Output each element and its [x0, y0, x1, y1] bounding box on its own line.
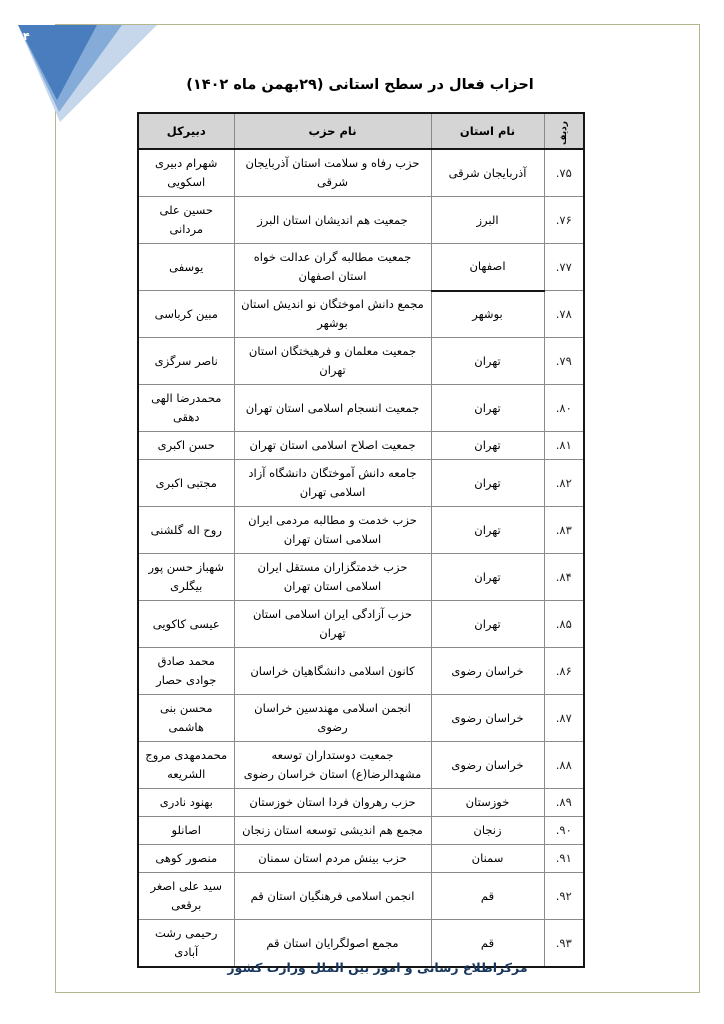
party-cell: جمعیت معلمان و فرهیختگان استان تهران: [234, 338, 431, 385]
secretary-cell: محمدمهدی مروج الشریعه: [138, 742, 234, 789]
secretary-cell: سید علی اصغر برقعی: [138, 873, 234, 920]
province-cell: تهران: [431, 338, 544, 385]
province-cell: زنجان: [431, 817, 544, 845]
rank-cell: ۸۲.: [544, 460, 584, 507]
province-cell: قم: [431, 920, 544, 968]
table-row: [138, 601, 584, 648]
column-header-province: نام استان: [431, 113, 544, 149]
party-cell: حزب رفاه و سلامت استان آذربایجان شرقی: [234, 149, 431, 197]
table-header-row: [138, 113, 584, 149]
party-cell: جمعیت انسجام اسلامی استان تهران: [234, 385, 431, 432]
party-cell: مجمع هم اندیشی توسعه استان زنجان: [234, 817, 431, 845]
table-row: [138, 291, 584, 338]
party-cell: حزب خدمتگزاران مستقل ایران اسلامی استان تهران: [234, 554, 431, 601]
province-cell: تهران: [431, 460, 544, 507]
secretary-cell: بهنود نادری: [138, 789, 234, 817]
table-row: [138, 817, 584, 845]
secretary-cell: مجتبی اکبری: [138, 460, 234, 507]
rank-cell: ۷۸.: [544, 291, 584, 338]
table-row: [138, 648, 584, 695]
secretary-cell: حسن اکبری: [138, 432, 234, 460]
party-cell: حزب رهروان فردا استان خوزستان: [234, 789, 431, 817]
party-cell: کانون اسلامی دانشگاهیان خراسان: [234, 648, 431, 695]
table-row: [138, 244, 584, 291]
table-row: [138, 554, 584, 601]
province-cell: خوزستان: [431, 789, 544, 817]
column-header-secretary: دبیرکل: [138, 113, 234, 149]
document-footer: مرکزاطلاع رسانی و امور بین الملل وزارت کشور: [227, 960, 528, 975]
rank-cell: ۹۲.: [544, 873, 584, 920]
secretary-cell: شهرام دبیری اسکویی: [138, 149, 234, 197]
province-cell: آذربایجان شرقی: [431, 149, 544, 197]
province-cell: البرز: [431, 197, 544, 244]
secretary-cell: منصور کوهی: [138, 845, 234, 873]
party-cell: جمعیت هم اندیشان استان البرز: [234, 197, 431, 244]
province-cell: تهران: [431, 507, 544, 554]
rank-cell: ۷۷.: [544, 244, 584, 291]
secretary-cell: حسین علی مردانی: [138, 197, 234, 244]
province-cell: اصفهان: [431, 244, 544, 291]
province-cell: قم: [431, 873, 544, 920]
table-row: [138, 873, 584, 920]
rank-cell: ۹۰.: [544, 817, 584, 845]
rank-cell: ۷۶.: [544, 197, 584, 244]
secretary-cell: مبین کرباسی: [138, 291, 234, 338]
secretary-cell: محمد صادق جوادی حصار: [138, 648, 234, 695]
rank-cell: ۸۵.: [544, 601, 584, 648]
column-header-party: نام حزب: [234, 113, 431, 149]
rank-cell: ۸۸.: [544, 742, 584, 789]
province-cell: بوشهر: [431, 291, 544, 338]
province-cell: خراسان رضوی: [431, 648, 544, 695]
rank-cell: ۸۳.: [544, 507, 584, 554]
province-cell: تهران: [431, 601, 544, 648]
rank-cell: ۸۱.: [544, 432, 584, 460]
secretary-cell: ناصر سرگزی: [138, 338, 234, 385]
secretary-cell: یوسفی: [138, 244, 234, 291]
secretary-cell: عیسی کاکویی: [138, 601, 234, 648]
document-title: احزاب فعال در سطح استانی (۲۹بهمن ماه ۱۴۰۲): [186, 77, 534, 93]
province-cell: تهران: [431, 554, 544, 601]
table-row: [138, 507, 584, 554]
table-row: [138, 197, 584, 244]
province-cell: خراسان رضوی: [431, 695, 544, 742]
table-row: [138, 742, 584, 789]
secretary-cell: محسن بنی هاشمی: [138, 695, 234, 742]
rank-cell: ۸۷.: [544, 695, 584, 742]
rank-cell: ۸۴.: [544, 554, 584, 601]
table-row: [138, 789, 584, 817]
party-cell: حزب خدمت و مطالبه مردمی ایران اسلامی استان تهران: [234, 507, 431, 554]
secretary-cell: رحیمی رشت آبادی: [138, 920, 234, 968]
rank-cell: ۷۹.: [544, 338, 584, 385]
table-row: [138, 432, 584, 460]
table-row: [138, 845, 584, 873]
province-cell: تهران: [431, 432, 544, 460]
party-cell: انجمن اسلامی فرهنگیان استان قم: [234, 873, 431, 920]
rank-cell: ۹۱.: [544, 845, 584, 873]
province-cell: تهران: [431, 385, 544, 432]
party-cell: جامعه دانش آموختگان دانشگاه آزاد اسلامی تهران: [234, 460, 431, 507]
party-cell: حزب آزادگی ایران اسلامی استان تهران: [234, 601, 431, 648]
party-cell: جمعیت مطالبه گران عدالت خواه استان اصفهان: [234, 244, 431, 291]
secretary-cell: شهباز حسن پور بیگلری: [138, 554, 234, 601]
party-cell: جمعیت اصلاح اسلامی استان تهران: [234, 432, 431, 460]
table-row: [138, 338, 584, 385]
rank-cell: ۸۹.: [544, 789, 584, 817]
parties-table-body: [138, 149, 584, 967]
rank-cell: ۷۵.: [544, 149, 584, 197]
province-cell: سمنان: [431, 845, 544, 873]
secretary-cell: اصانلو: [138, 817, 234, 845]
table-row: [138, 385, 584, 432]
secretary-cell: روح اله گلشنی: [138, 507, 234, 554]
table-row: [138, 460, 584, 507]
party-cell: مجمع اصولگرایان استان قم: [234, 920, 431, 968]
provincial-parties-table: [137, 112, 585, 968]
rank-cell: ۸۰.: [544, 385, 584, 432]
table-row: [138, 149, 584, 197]
table-row: [138, 695, 584, 742]
party-cell: مجمع دانش اموختگان نو اندیش استان بوشهر: [234, 291, 431, 338]
province-cell: خراسان رضوی: [431, 742, 544, 789]
rank-cell: ۸۶.: [544, 648, 584, 695]
rank-header-label: ردیف: [558, 121, 569, 145]
page-number: ۴: [23, 30, 30, 43]
column-header-rank: [544, 113, 584, 149]
party-cell: جمعیت دوستداران توسعه مشهدالرضا(ع) استان خراسان رضوی: [234, 742, 431, 789]
rank-cell: ۹۳.: [544, 920, 584, 968]
secretary-cell: محمدرضا الهی دهقی: [138, 385, 234, 432]
party-cell: حزب بینش مردم استان سمنان: [234, 845, 431, 873]
party-cell: انجمن اسلامی مهندسین خراسان رضوی: [234, 695, 431, 742]
